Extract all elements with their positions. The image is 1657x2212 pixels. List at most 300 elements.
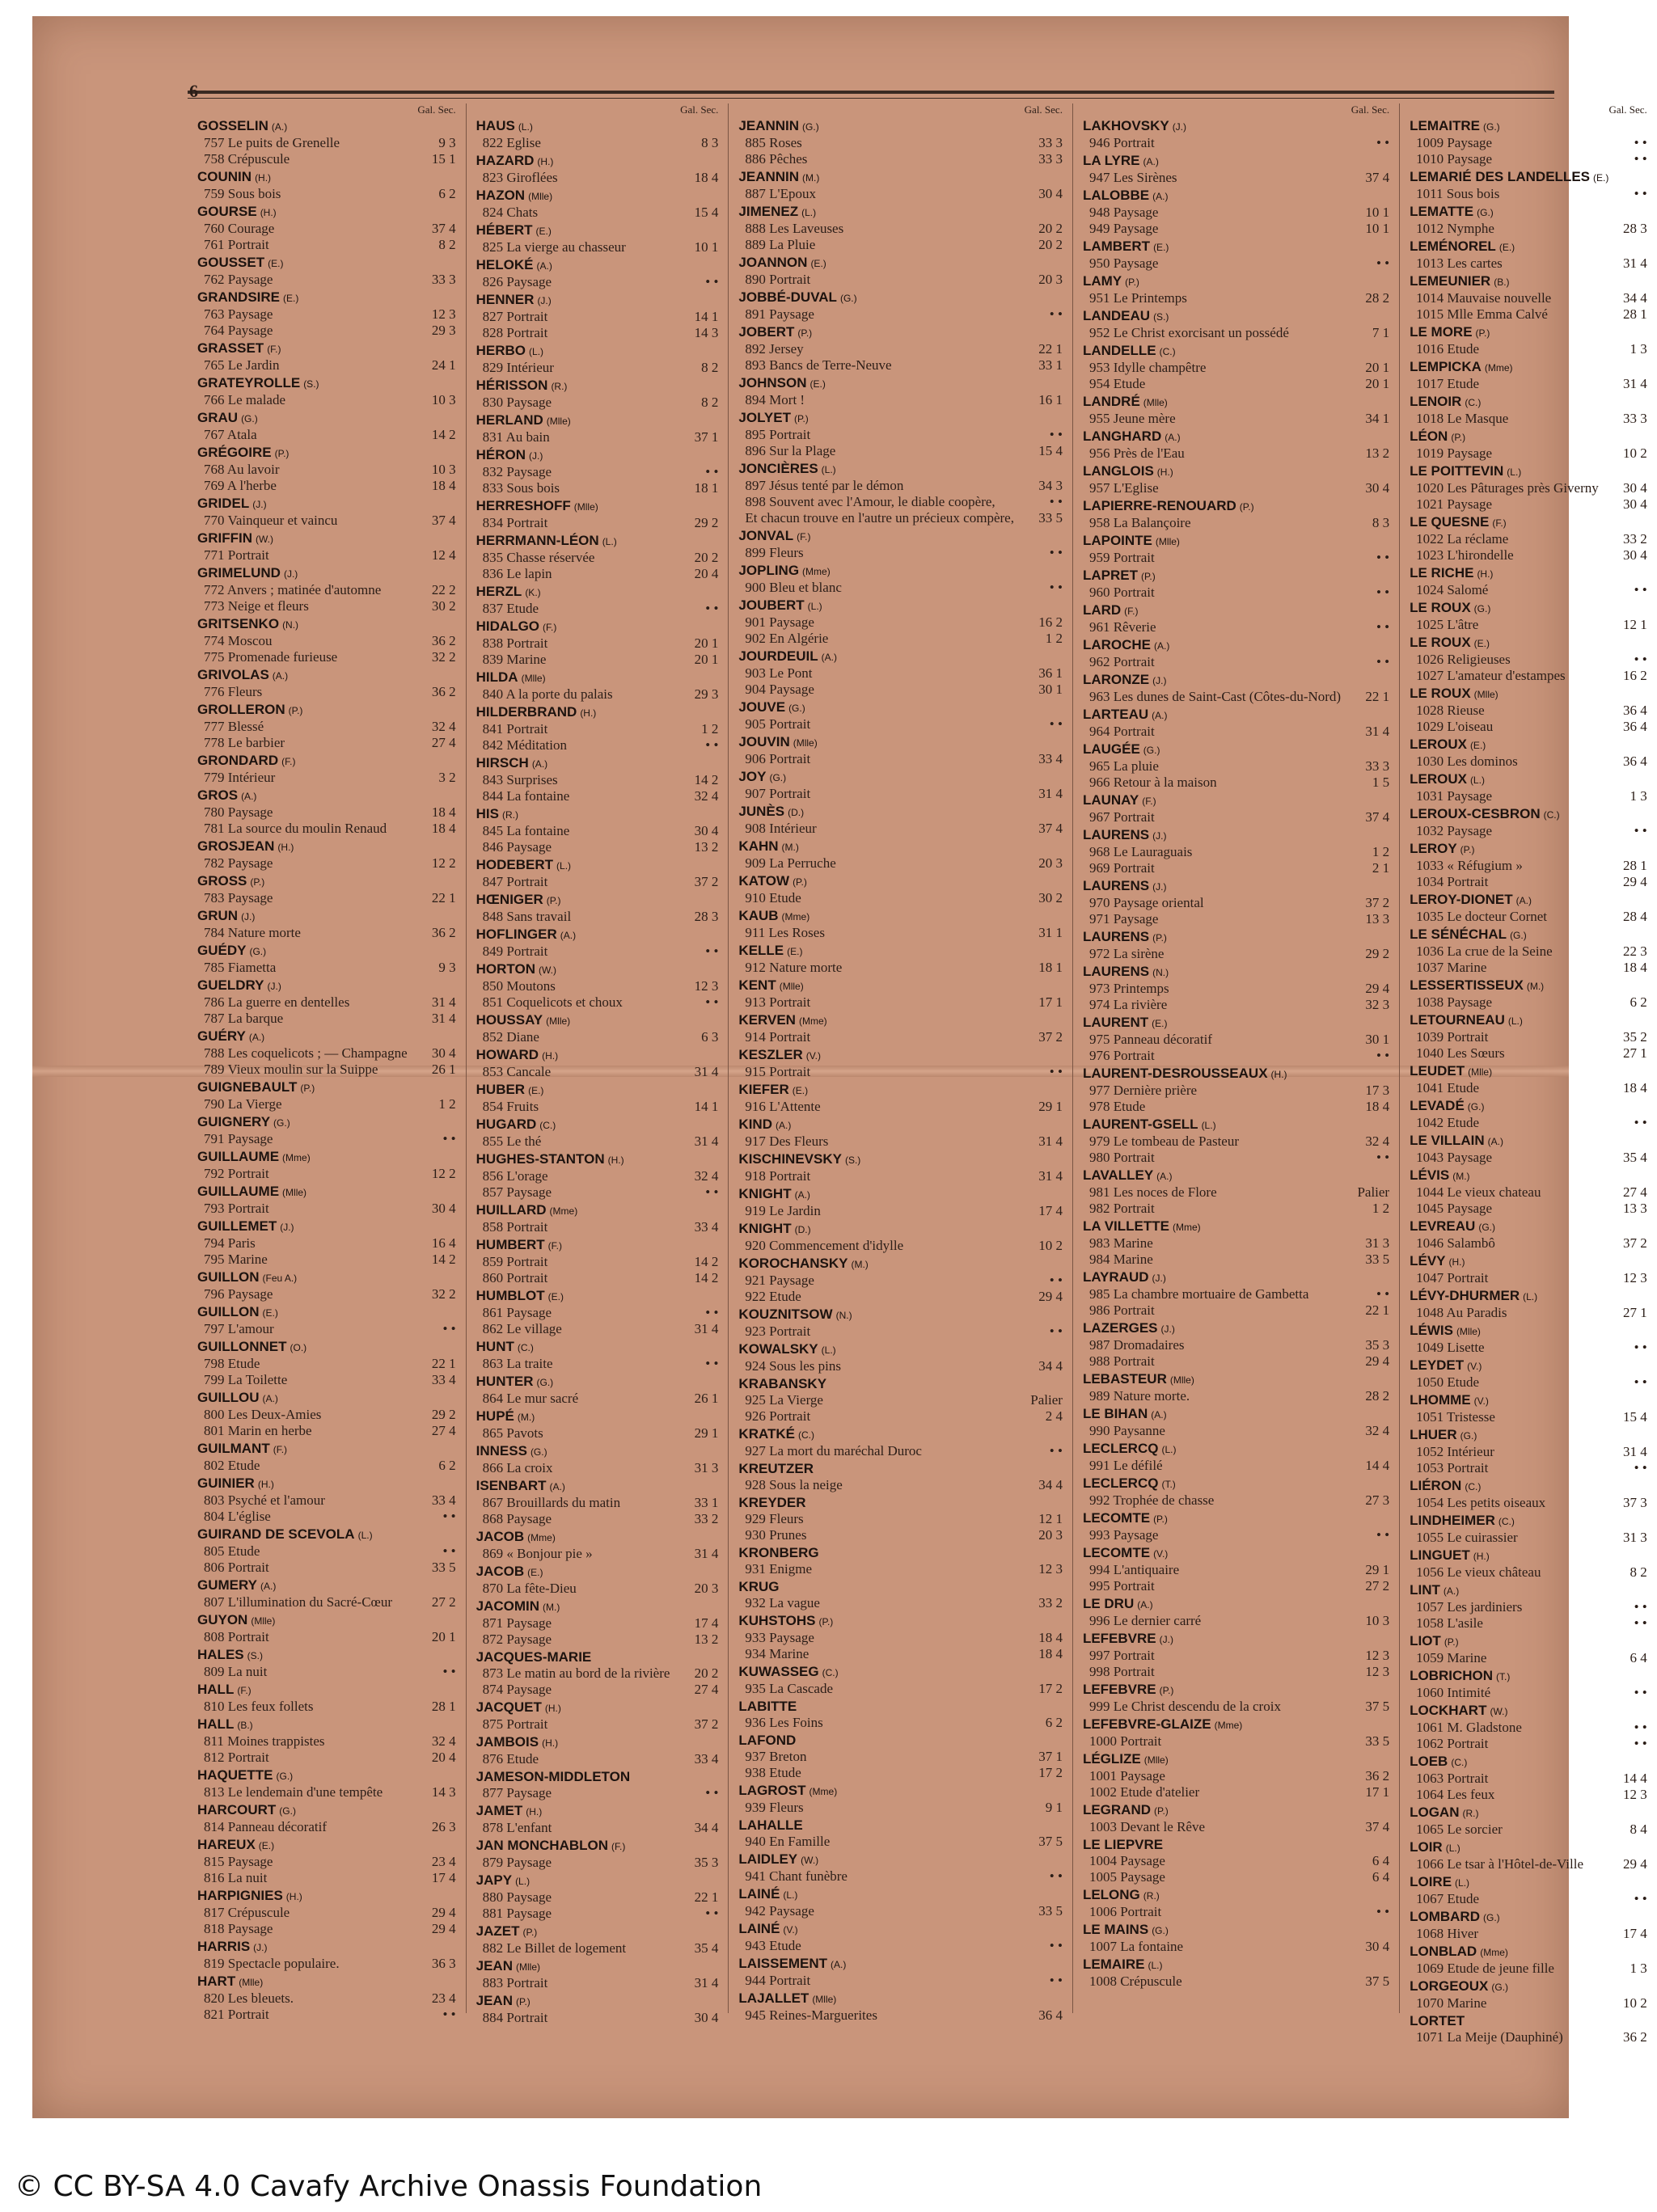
artwork-title: 1054 Les petits oiseaux — [1416, 1495, 1546, 1510]
artist-initials: (A.) — [536, 260, 552, 272]
artwork-entry — [1410, 668, 1647, 684]
gallery-section: 29 2 — [1365, 946, 1390, 961]
artist-label: HUMBLOT — [476, 1288, 545, 1303]
artist-name — [476, 927, 719, 943]
artist-label: HŒNIGER — [476, 892, 543, 907]
artist-label: KUHSTOHS — [738, 1613, 816, 1628]
artwork-title: 783 Paysage — [204, 890, 273, 905]
artist-name — [1083, 1475, 1389, 1492]
artist-name — [1083, 1269, 1389, 1286]
gallery-section: 31 4 — [1623, 255, 1647, 271]
artwork-entry — [1083, 1083, 1389, 1099]
artist-label: LEFEBVRE-GLAIZE — [1082, 1716, 1211, 1732]
artwork-entry — [476, 1632, 719, 1648]
artwork-title: 797 L'amour — [204, 1321, 274, 1336]
artist-initials: (P.) — [1159, 1685, 1174, 1696]
artwork-title: 854 Fruits — [482, 1099, 539, 1114]
artist-name — [1083, 188, 1389, 205]
artwork-title: 911 Les Roses — [745, 925, 825, 940]
artist-label: GUILLAUME — [197, 1149, 280, 1164]
artist-label: HART — [197, 1973, 236, 1989]
artwork-title: 822 Eglise — [482, 135, 541, 150]
artist-label: GUYON — [197, 1612, 248, 1627]
artwork-title: 900 Bleu et blanc — [745, 580, 842, 595]
artwork-entry — [738, 751, 1063, 767]
artwork-entry — [1083, 1784, 1389, 1800]
artwork-title: 895 Portrait — [745, 427, 811, 442]
artwork-title: 1009 Paysage — [1416, 135, 1493, 150]
gallery-section: 37 3 — [1623, 1495, 1647, 1510]
gallery-section: • • — [1634, 151, 1647, 167]
gallery-section: 10 2 — [1038, 1238, 1063, 1253]
artist-label: KAHN — [738, 838, 779, 854]
artwork-title: 785 Fiametta — [204, 960, 277, 975]
artwork-title: 784 Nature morte — [204, 925, 301, 940]
artist-name — [476, 533, 719, 550]
artwork-entry — [476, 239, 719, 255]
artwork-entry — [1083, 724, 1389, 740]
artwork-entry — [476, 1906, 719, 1922]
artist-initials: (O.) — [290, 1342, 307, 1353]
artwork-title: 920 Commencement d'idylle — [745, 1238, 904, 1253]
gallery-section: Palier — [1030, 1392, 1063, 1408]
artist-name — [738, 1817, 1063, 1834]
artist-label: GOUSSET — [197, 255, 265, 270]
artwork-entry — [1083, 1302, 1389, 1319]
artwork-entry — [1410, 1995, 1647, 2011]
artist-name — [1410, 1323, 1647, 1340]
artist-label: LEMAIRE — [1082, 1957, 1145, 1972]
gallery-section: 8 2 — [1630, 1564, 1647, 1580]
artist-label: LE SÉNÉCHAL — [1410, 927, 1507, 942]
artist-label: LOIR — [1410, 1839, 1443, 1855]
artist-label: HIS — [476, 806, 499, 821]
artist-label: GUILMANT — [197, 1441, 270, 1456]
artist-name — [738, 1495, 1063, 1511]
gallery-section: • • — [442, 1664, 456, 1679]
artist-initials: (D.) — [788, 807, 805, 818]
artwork-title: 1042 Etude — [1416, 1115, 1479, 1130]
artwork-entry — [1083, 1032, 1389, 1048]
artist-name — [1410, 239, 1647, 255]
artist-label: KAUB — [738, 908, 779, 923]
artwork-entry — [197, 1819, 456, 1835]
artist-label: LAINÉ — [738, 1921, 780, 1936]
gallery-section: 33 1 — [1038, 357, 1063, 373]
artwork-entry — [1410, 1564, 1647, 1581]
gallery-section: 31 4 — [694, 1546, 719, 1561]
artwork-title: 991 Le défilé — [1088, 1458, 1163, 1473]
artwork-title: 864 Le mur sacré — [482, 1391, 579, 1406]
artist-label: LAURENT-DESROUSSEAUX — [1082, 1066, 1268, 1081]
gallery-section: 6 4 — [1372, 1853, 1390, 1868]
artwork-entry — [197, 462, 456, 478]
artist-label: LANDEAU — [1082, 308, 1151, 323]
artwork-title: 777 Blessé — [204, 719, 264, 734]
artist-initials: (J.) — [537, 295, 552, 306]
gallery-section: 14 1 — [694, 309, 719, 324]
artist-name — [1410, 428, 1647, 445]
artwork-title: 877 Paysage — [482, 1785, 552, 1800]
artwork-title: 910 Etude — [745, 890, 801, 905]
artwork-title: 898 Souvent avec l'Amour, le diable coopère, — [745, 494, 995, 509]
artist-initials: (Mme) — [1172, 1222, 1201, 1233]
artwork-entry — [1083, 1337, 1389, 1353]
artwork-entry — [197, 1990, 456, 2007]
artwork-entry — [1410, 1150, 1647, 1166]
artist-name — [738, 873, 1063, 890]
artist-name — [1083, 568, 1389, 585]
artist-label: LEGRAND — [1082, 1802, 1152, 1817]
artwork-title: 995 Portrait — [1088, 1578, 1155, 1594]
artwork-title: 810 Les feux follets — [204, 1699, 314, 1714]
gallery-section: 20 2 — [1038, 221, 1063, 236]
artist-name — [738, 410, 1063, 427]
artwork-title: 837 Etude — [482, 601, 539, 616]
artist-label: JONCIÈRES — [738, 461, 818, 476]
artist-initials: (E.) — [283, 293, 299, 304]
artwork-entry — [1083, 844, 1389, 860]
artwork-title: 891 Paysage — [745, 306, 814, 322]
artist-name — [476, 1564, 719, 1581]
catalogue-column — [1073, 103, 1400, 2013]
artwork-entry — [476, 1391, 719, 1407]
artwork-title: 779 Intérieur — [204, 770, 276, 785]
gallery-section: 3 2 — [438, 770, 456, 785]
gallery-section: 28 4 — [1623, 909, 1647, 924]
gallery-section: 36 2 — [431, 633, 456, 648]
gallery-section: 14 1 — [694, 1099, 719, 1114]
artist-initials: (H.) — [260, 207, 277, 218]
artwork-entry — [1410, 1926, 1647, 1942]
artwork-entry — [738, 1064, 1063, 1080]
artist-name — [738, 1886, 1063, 1903]
artist-initials: (J.) — [267, 981, 281, 992]
artist-initials: (A.) — [1515, 895, 1532, 906]
artist-label: GRIMELUND — [197, 565, 281, 580]
gallery-section: • • — [1634, 1736, 1647, 1751]
artwork-title: 889 La Pluie — [745, 237, 816, 252]
artwork-entry — [1410, 617, 1647, 633]
gallery-section: 14 2 — [694, 1270, 719, 1285]
artwork-entry — [1083, 1099, 1389, 1115]
artist-name — [1083, 878, 1389, 895]
artwork-title: 1028 Rieuse — [1416, 703, 1485, 718]
artwork-entry — [1083, 221, 1389, 237]
gallery-section: 33 4 — [694, 1751, 719, 1767]
artist-label: JONVAL — [738, 528, 794, 543]
artist-label: LOBRICHON — [1410, 1668, 1494, 1683]
artist-name — [476, 961, 719, 978]
artwork-entry — [197, 1733, 456, 1750]
artwork-title: 767 Atala — [204, 427, 257, 442]
gallery-section: • • — [1634, 1374, 1647, 1390]
artist-label: LAUNAY — [1082, 792, 1139, 808]
artist-name — [1083, 498, 1389, 515]
artist-name — [1410, 1547, 1647, 1564]
artwork-entry — [197, 649, 456, 665]
artist-initials: (J.) — [1159, 1634, 1173, 1645]
artwork-title: 1061 M. Gladstone — [1416, 1720, 1522, 1735]
artwork-title: 970 Paysage oriental — [1088, 895, 1204, 910]
artist-name — [197, 340, 456, 357]
artist-name — [197, 667, 456, 684]
gallery-section: 27 4 — [694, 1682, 719, 1697]
artwork-entry — [197, 1870, 456, 1886]
artist-initials: (A.) — [260, 1581, 277, 1592]
license-text: © CC BY-SA 4.0 Cavafy Archive Onassis Foundation — [15, 2170, 763, 2203]
artwork-entry — [738, 1511, 1063, 1527]
gallery-section: 8 2 — [701, 360, 719, 375]
artist-name — [197, 1939, 456, 1956]
artwork-title: 860 Portrait — [482, 1270, 548, 1285]
gallery-section: 37 4 — [431, 221, 456, 236]
artist-name — [476, 1803, 719, 1820]
artist-initials: (A.) — [821, 652, 837, 663]
gallery-section: 29 4 — [1365, 981, 1390, 996]
gallery-section: • • — [1049, 306, 1063, 322]
artwork-title: 1000 Portrait — [1088, 1733, 1162, 1749]
artwork-title: 906 Portrait — [745, 751, 811, 766]
gallery-section: • • — [1376, 135, 1390, 150]
artwork-entry — [476, 395, 719, 411]
artwork-entry — [476, 686, 719, 703]
artwork-title: 831 Au bain — [482, 429, 550, 445]
gallery-section: • • — [705, 737, 719, 753]
artist-initials: (G.) — [1467, 1101, 1485, 1112]
artist-label: INNESS — [476, 1443, 527, 1458]
artwork-entry — [1410, 1615, 1647, 1632]
artwork-title: 807 L'illumination du Sacré-Cœur — [204, 1594, 392, 1610]
artist-name — [738, 648, 1063, 665]
artwork-entry — [738, 1133, 1063, 1150]
artwork-title: 903 Le Pont — [745, 665, 813, 681]
artwork-entry — [1083, 550, 1389, 566]
artwork-entry — [476, 1682, 719, 1698]
artist-initials: (P.) — [1460, 844, 1475, 855]
artist-name — [738, 255, 1063, 272]
artwork-title: 939 Fleurs — [745, 1800, 804, 1815]
artist-initials: (Mlle) — [1456, 1326, 1481, 1337]
artist-initials: (W.) — [1490, 1706, 1508, 1717]
artist-label: LECOMTE — [1082, 1545, 1151, 1560]
artwork-entry — [197, 633, 456, 649]
artwork-entry — [1410, 1856, 1647, 1872]
artwork-title: 799 La Toilette — [204, 1372, 288, 1387]
artwork-title: 905 Portrait — [745, 716, 811, 732]
gallery-section: 33 5 — [1038, 1903, 1063, 1919]
artist-name — [1083, 1167, 1389, 1184]
artist-initials: (Mlle) — [1143, 397, 1168, 408]
artwork-title: 786 La guerre en dentelles — [204, 994, 350, 1010]
artist-label: ISENBART — [476, 1478, 547, 1493]
artist-initials: (P.) — [1140, 571, 1156, 582]
gallery-section: 8 3 — [701, 135, 719, 150]
artwork-title: 816 La nuit — [204, 1870, 268, 1885]
artwork-title: 1032 Paysage — [1416, 823, 1493, 838]
artwork-title: 1065 Le sorcier — [1416, 1822, 1503, 1837]
artist-initials: (H.) — [1477, 568, 1494, 580]
gallery-section: 37 5 — [1365, 1973, 1390, 1989]
artwork-entry — [476, 788, 719, 804]
artist-name — [738, 204, 1063, 221]
artwork-entry — [738, 135, 1063, 151]
artist-name — [1410, 1253, 1647, 1270]
artwork-title: 897 Jésus tenté par le démon — [745, 478, 904, 493]
artwork-entry — [476, 360, 719, 376]
artist-label: LABITTE — [738, 1699, 797, 1714]
artwork-entry — [476, 652, 719, 668]
artist-initials: (J.) — [1152, 830, 1167, 842]
gallery-section: 29 3 — [431, 323, 456, 338]
gallery-section: 2 4 — [1045, 1408, 1063, 1424]
artwork-entry — [197, 1096, 456, 1112]
artist-initials: (H.) — [1473, 1551, 1490, 1562]
gallery-section: 29 1 — [694, 1425, 719, 1441]
artwork-title: 975 Panneau décoratif — [1088, 1032, 1212, 1047]
gallery-section: 1 3 — [1630, 788, 1647, 804]
artwork-title: 788 Les coquelicots ; — Champagne — [204, 1045, 408, 1061]
gallery-section: 12 1 — [1038, 1511, 1063, 1526]
artist-label: GRIFFIN — [197, 530, 252, 546]
artwork-title: 803 Psyché et l'amour — [204, 1492, 325, 1508]
gallery-section: 32 4 — [1365, 1423, 1390, 1438]
page-number: 6 — [189, 81, 198, 101]
artist-initials: (J.) — [252, 499, 267, 510]
artwork-entry — [738, 1938, 1063, 1954]
artwork-entry — [738, 614, 1063, 631]
artwork-entry — [1410, 1891, 1647, 1907]
artwork-title: 916 L'Attente — [745, 1099, 821, 1114]
artist-initials: (G.) — [1473, 603, 1491, 614]
gallery-section: 29 2 — [431, 1407, 456, 1422]
artist-initials: (G.) — [1491, 1982, 1509, 1993]
gallery-section: 18 4 — [1623, 960, 1647, 975]
artwork-entry — [1410, 823, 1647, 839]
gallery-section: 22 1 — [694, 1889, 719, 1905]
artist-name — [1410, 1874, 1647, 1891]
artwork-entry — [1410, 1599, 1647, 1615]
artwork-entry — [476, 1751, 719, 1767]
artwork-title: 1052 Intérieur — [1416, 1444, 1494, 1459]
artwork-entry — [1410, 1115, 1647, 1131]
gallery-section: 37 2 — [694, 874, 719, 889]
artist-name — [738, 1921, 1063, 1938]
license-footer — [0, 2167, 1563, 2212]
artist-label: LESSERTISSEUX — [1410, 977, 1524, 993]
artist-label: HALL — [197, 1716, 235, 1732]
artwork-entry — [1083, 981, 1389, 997]
artwork-title: 883 Portrait — [482, 1975, 548, 1990]
artwork-entry — [738, 1834, 1063, 1850]
artist-initials: (A.) — [241, 791, 257, 802]
artwork-title: 791 Paysage — [204, 1131, 273, 1146]
artist-label: LEROY — [1410, 841, 1457, 856]
gallery-section: 33 3 — [1038, 135, 1063, 150]
artwork-title: 793 Portrait — [204, 1201, 269, 1216]
artwork-title: 996 Le dernier carré — [1088, 1613, 1202, 1628]
artwork-entry — [197, 1407, 456, 1423]
artist-label: LEMEUNIER — [1410, 273, 1491, 289]
artwork-title: 1033 « Réfugium » — [1416, 858, 1523, 873]
artist-initials: (J.) — [1152, 1273, 1166, 1284]
artist-label: LEMPICKA — [1410, 359, 1482, 374]
artist-name — [1410, 927, 1647, 943]
artist-initials: (G.) — [276, 1771, 294, 1782]
artist-label: LE BIHAN — [1082, 1406, 1148, 1421]
artist-name — [197, 1339, 456, 1356]
artist-name — [197, 1149, 456, 1166]
artwork-title: 974 La rivière — [1088, 997, 1168, 1012]
artwork-title: 1020 Les Pâturages près Giverny — [1416, 480, 1599, 496]
artwork-title: 809 La nuit — [204, 1664, 268, 1679]
artist-initials: (M.) — [802, 172, 820, 184]
artist-name — [738, 943, 1063, 960]
artwork-entry — [476, 1495, 719, 1511]
artist-label: LAINÉ — [738, 1886, 780, 1902]
gallery-section: 16 2 — [1038, 614, 1063, 630]
artist-name — [1083, 1682, 1389, 1699]
artwork-entry — [476, 1270, 719, 1286]
gallery-section: 6 2 — [1630, 994, 1647, 1010]
artist-initials: (Mme) — [527, 1532, 556, 1543]
artwork-title: 971 Paysage — [1088, 911, 1159, 927]
artist-initials: (M.) — [517, 1412, 535, 1423]
artwork-title: 769 A l'herbe — [204, 478, 277, 493]
gallery-section: 31 4 — [431, 1011, 456, 1026]
artwork-title: 990 Paysanne — [1088, 1423, 1165, 1438]
artist-label: LÉVIS — [1410, 1167, 1450, 1183]
artwork-title: 834 Portrait — [482, 515, 548, 530]
artist-label: JOBBÉ-DUVAL — [738, 289, 837, 305]
artwork-title: 922 Etude — [745, 1289, 801, 1304]
artwork-entry — [1083, 170, 1389, 186]
artwork-title: 827 Portrait — [482, 309, 548, 324]
artist-initials: (Mlle) — [521, 673, 546, 684]
artwork-title: 862 Le village — [482, 1321, 562, 1336]
artist-name — [738, 1341, 1063, 1358]
artist-label: GOURSE — [197, 204, 257, 219]
artist-label: LA VILLETTE — [1082, 1218, 1169, 1234]
artist-name — [476, 153, 719, 170]
artist-label: LAGROST — [738, 1783, 806, 1798]
artist-name — [197, 1184, 456, 1201]
gallery-section: 26 1 — [431, 1062, 456, 1077]
gallery-section: • • — [1634, 582, 1647, 597]
gallery-section: 14 4 — [1623, 1771, 1647, 1786]
artist-label: HIRSCH — [476, 755, 529, 770]
gallery-section: 35 3 — [1365, 1337, 1390, 1353]
artist-name — [197, 787, 456, 804]
artist-name — [1083, 964, 1389, 981]
artist-initials: (P.) — [546, 895, 561, 906]
artist-label: JEANNIN — [738, 118, 800, 133]
artist-name — [738, 1613, 1063, 1630]
artwork-title: 875 Portrait — [482, 1716, 548, 1732]
artist-initials: (F.) — [611, 1841, 626, 1852]
artist-name — [476, 343, 719, 360]
artist-label: HUMBERT — [476, 1237, 545, 1252]
artist-name — [197, 410, 456, 427]
artwork-title: 967 Portrait — [1088, 809, 1155, 825]
artist-initials: (Mme) — [282, 1152, 311, 1163]
artwork-entry — [1410, 1029, 1647, 1045]
artwork-title: 802 Etude — [204, 1458, 260, 1473]
artist-name — [738, 1376, 1063, 1392]
artwork-entry — [197, 1750, 456, 1766]
artist-label: LAJALLET — [738, 1990, 809, 2006]
artist-label: LAFOND — [738, 1733, 797, 1748]
